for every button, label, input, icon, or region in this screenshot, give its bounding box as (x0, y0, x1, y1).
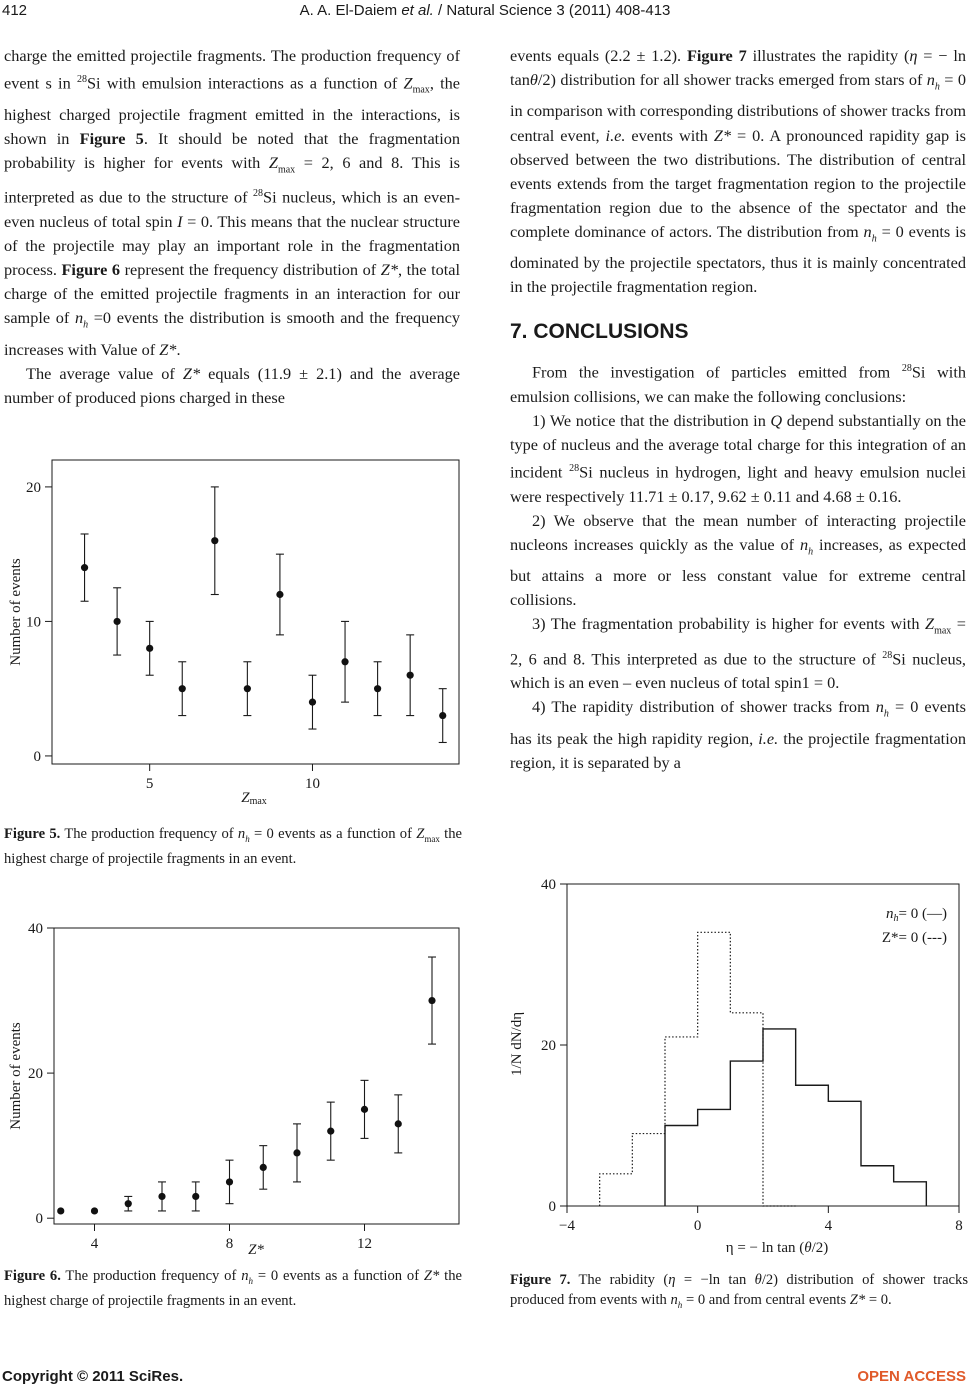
figure-2-xtick-label: 4 (824, 1218, 833, 1234)
figure-1-data-point (91, 1207, 98, 1214)
figure-0-data-point (146, 645, 153, 652)
figure-5 (0, 450, 465, 810)
conclusion-item-4: 4) The rapidity distribution of shower tracks from $n_h = 0$ events has its peak the high rapidity region, i.e. the projectile fragmentation region, it is separated by a (510, 697, 966, 772)
right-column (510, 44, 966, 775)
figure-2-ytick-label: 40 (541, 877, 556, 893)
figure-2-ytick-label: 20 (541, 1038, 556, 1054)
figure-0-data-point (211, 537, 218, 544)
figure-0-ytick-label: 0 (33, 748, 41, 765)
figure-7-ylabel: 1/N dN/dη (509, 1011, 525, 1077)
figure-5-ref: Figure 5 (79, 128, 144, 148)
figure-6-ref: Figure 6 (61, 260, 121, 280)
figure-2-ytick-label: 0 (548, 1199, 556, 1215)
figure-0-xtick-label: 5 (145, 776, 154, 792)
figure-1-ytick-label: 40 (28, 921, 43, 937)
figure-2-xtick-label: 0 (693, 1218, 702, 1234)
figure-5-frame (52, 460, 459, 764)
paragraph-fig5-fig6: charge the emitted projectile fragments. The production frequency of event s in $^{28}$Si with emulsion interactions as a function of $Z_{max}$, the highest charged projectile fragment emitted in the interactions, is shown in Figure 5. It should be noted that the fragmentation probability is higher for events with $Z_{max} = 2$, 6 and 8. This is interpreted as due to the structure of $^{28}$Si nucleus, which is an even-even nucleus of total spin I = 0. This means that the nuclear structure of the projectile may play an important role in the fragmentation process. Figure 6 represent the frequency distribution of Z*, the total charge of the emitted projectile fragments in an interaction for our sample of $n_h =0$ events the distribution is smooth and the frequency increases with Value of Z*. (4, 46, 461, 359)
running-title: A. A. El-Daiem et al. / Natural Science 3 (2011) 408-413 (299, 2, 671, 19)
figure-5-ylabel: Number of events (8, 558, 24, 666)
figure-6-frame (54, 928, 459, 1224)
figure-5-xlabel: Zmax (241, 790, 267, 807)
figure-7-legend-dotted: Z*= 0 (---) (881, 930, 947, 946)
figure-0-ytick-label: 10 (26, 614, 41, 631)
figure-1-ytick-label: 20 (28, 1066, 43, 1083)
figure-1-data-point (192, 1193, 199, 1200)
figure-0-data-point (374, 685, 381, 692)
figure-1-data-point (260, 1164, 267, 1171)
figure-7 (505, 876, 970, 1268)
copyright-notice: Copyright © 2011 SciRes. (2, 1368, 184, 1385)
figure-6-caption: Figure 6. The production frequency of $n_h = 0$ events as a function of Z* the highest charge of projectile fragments in an event. (4, 1268, 462, 1309)
page-footer (0, 1368, 970, 1388)
figure-7-caption: Figure 7. The rabidity (η = −ln tan θ/2) distribution of shower tracks produced from events with $n_h = 0$ and from central events Z* = 0. (510, 1272, 969, 1310)
figure-0-data-point (179, 685, 186, 692)
paragraph-average-z: The average value of Z* equals (11.9 ± 2.1) and the average number of produced pions charged in these (4, 363, 460, 407)
figure-1-data-point (57, 1207, 64, 1214)
figure-2-xtick-label: −4 (559, 1218, 575, 1234)
figure-0-xtick-label: 10 (304, 776, 320, 792)
figure-6-chart (0, 918, 465, 1258)
conclusion-item-1: 1) We notice that the distribution in Q depend substantially on the type of nucleus and the average total charge for this integration of an incident $^{28}$Si nucleus in hydrogen, light and heavy emulsion nuclei were respectively 11.71 ± 0.17, 9.62 ± 0.11 and 4.68 ± 0.16. (510, 411, 967, 506)
figure-1-ytick-label: 0 (35, 1211, 43, 1228)
paragraph-conclusions-intro: From the investigation of particles emitted from $^{28}$Si with emulsion collisions, we can make the following conclusions: (510, 362, 966, 406)
figure-2-series-zstar-0 (600, 932, 796, 1206)
figure-0-data-point (114, 618, 121, 625)
figure-6 (0, 918, 465, 1258)
figure-1-xtick-label: 4 (90, 1236, 99, 1252)
figure-1-xtick-label: 12 (357, 1236, 372, 1252)
figure-0-data-point (244, 685, 251, 692)
section-heading-conclusions: 7. CONCLUSIONS (510, 320, 689, 344)
conclusion-item-3: 3) The fragmentation probability is higher for events with $Z_{max} = 2$, 6 and 8. This interpreted as due to the structure of $^{28}$Si nucleus, which is an even – even nucleus of total spin1 = 0. (510, 614, 967, 693)
conclusion-item-2: 2) We observe that the mean number of interacting projectile nucleons increases quickly as the value of $n_h$ increases, as expected but attains a more or less constant value for extreme central collisions. (510, 510, 967, 610)
figure-1-xtick-label: 8 (225, 1236, 234, 1252)
figure-7-xlabel: η = − ln tan (θ/2) (725, 1240, 829, 1256)
figure-7-legend-solid: $n_h= 0$ (—) (886, 906, 947, 924)
figure-7-chart (505, 876, 970, 1268)
figure-7-ref: Figure 7 (686, 46, 747, 65)
running-header (0, 2, 970, 24)
figure-5-chart (0, 450, 465, 810)
figure-0-ytick-label: 20 (26, 479, 41, 496)
figure-1-data-point (395, 1120, 402, 1127)
open-access-label: OPEN ACCESS (857, 1368, 966, 1385)
figure-0-data-point (439, 712, 446, 719)
figure-1-data-point (428, 997, 435, 1004)
figure-1-data-point (327, 1128, 334, 1135)
paragraph-fig7: events equals (2.2 ± 1.2). Figure 7 illustrates the rapidity (η = − ln tanθ/2) distribution for all shower tracks emerged from stars of $n_h = 0$ in comparison with corresponding distributions of shower tracks from central event, i.e. events with Z* = 0. A pronounced rapidity gap is observed between the two distributions. The distribution of central events extends from the target fragmentation region to the projectile fragmentation region due to the absence of the spectator and the complete dominance of actors. The distribution from $n_h = 0$ events is dominated by the projectile spectators, thus it is mainly concentrated in the projectile fragmentation region. (510, 46, 966, 297)
figure-6-xlabel: Z* (248, 1242, 264, 1258)
figure-1-data-point (125, 1200, 132, 1207)
figure-1-data-point (226, 1178, 233, 1185)
figure-6-plot-area (28, 921, 436, 1252)
figure-5-caption: Figure 5. The production frequency of $n_h = 0$ events as a function of $Z_{max}$ the highest charge of projectile fragments in an event. (4, 826, 462, 867)
figure-0-data-point (81, 564, 88, 571)
figure-1-data-point (158, 1193, 165, 1200)
left-column (4, 44, 460, 410)
figure-0-data-point (407, 672, 414, 679)
figure-0-data-point (309, 699, 316, 706)
figure-2-xtick-label: 8 (955, 1218, 963, 1234)
page-number: 412 (2, 2, 28, 19)
figure-1-data-point (361, 1106, 368, 1113)
figure-2-series-nh-0 (665, 1029, 926, 1206)
figure-0-data-point (276, 591, 283, 598)
figure-1-data-point (293, 1149, 300, 1156)
figure-5-plot-area (26, 480, 447, 792)
figure-0-data-point (341, 658, 348, 665)
figure-6-ylabel: Number of events (8, 1022, 24, 1130)
